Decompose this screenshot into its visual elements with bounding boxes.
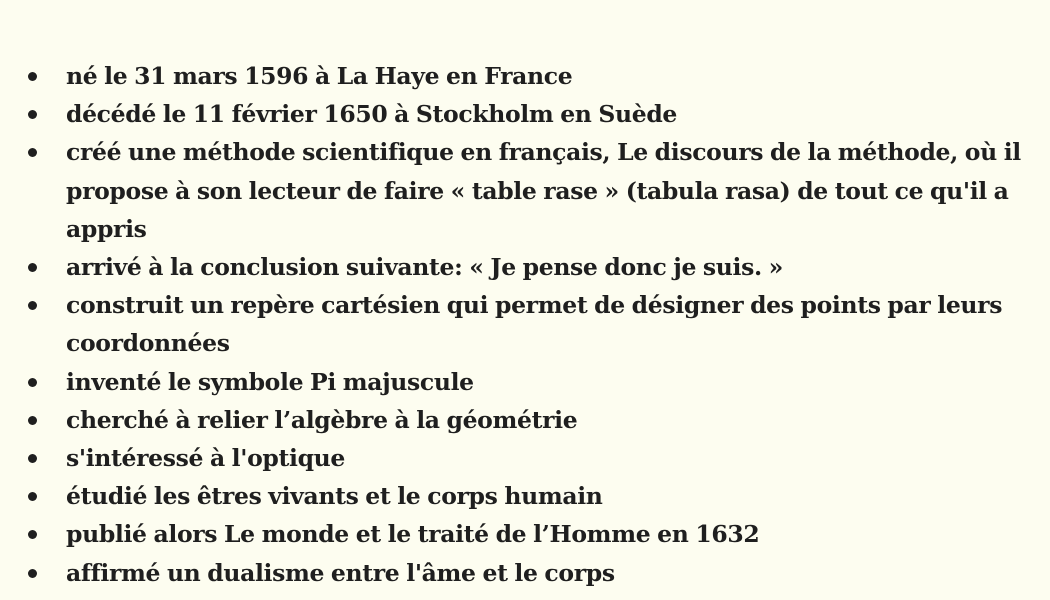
list-item-text: construit un repère cartésien qui permet de désigner des points par leurs coordonnées (66, 291, 1003, 358)
list-item-text: décédé le 11 février 1650 à Stockholm en Suède (66, 100, 678, 129)
list-item-text: étudié les êtres vivants et le corps humain (66, 482, 603, 511)
content-area (0, 57, 1050, 592)
bullet-icon (28, 148, 37, 157)
list-item (0, 363, 1050, 401)
list-item-text: s'intéressé à l'optique (66, 444, 346, 473)
bullet-icon (28, 530, 37, 539)
list-item-text: né le 31 mars 1596 à La Haye en France (66, 62, 573, 90)
fact-list (0, 57, 1050, 592)
bullet-icon (28, 454, 37, 463)
list-item-text: cherché à relier l’algèbre à la géométrie (66, 405, 578, 434)
list-item (0, 133, 1050, 248)
list-item (0, 95, 1050, 133)
bullet-icon (28, 110, 37, 119)
bullet-icon (28, 416, 37, 425)
list-item (0, 286, 1050, 362)
list-item-text: arrivé à la conclusion suivante: « Je pense donc je suis. » (66, 253, 783, 282)
bullet-icon (28, 378, 37, 387)
list-item (0, 554, 1050, 592)
bullet-icon (28, 263, 37, 272)
list-item-text: créé une méthode scientifique en français, Le discours de la méthode, où il propose à son lecteur de faire « table rase » (tabula rasa) de tout ce qu'il a appris (66, 138, 1021, 243)
bullet-icon (28, 72, 37, 81)
bullet-icon (28, 301, 37, 310)
bullet-icon (28, 492, 37, 501)
list-item (0, 248, 1050, 286)
list-item (0, 439, 1050, 477)
list-item-text: inventé le symbole Pi majuscule (66, 367, 474, 396)
list-item-text: affirmé un dualisme entre l'âme et le corps (66, 558, 615, 587)
list-item (0, 57, 1050, 95)
bullet-icon (28, 569, 37, 578)
list-item-text: publié alors Le monde et le traité de l’Homme en 1632 (66, 520, 760, 549)
list-item (0, 477, 1050, 515)
list-item (0, 515, 1050, 553)
list-item (0, 401, 1050, 439)
